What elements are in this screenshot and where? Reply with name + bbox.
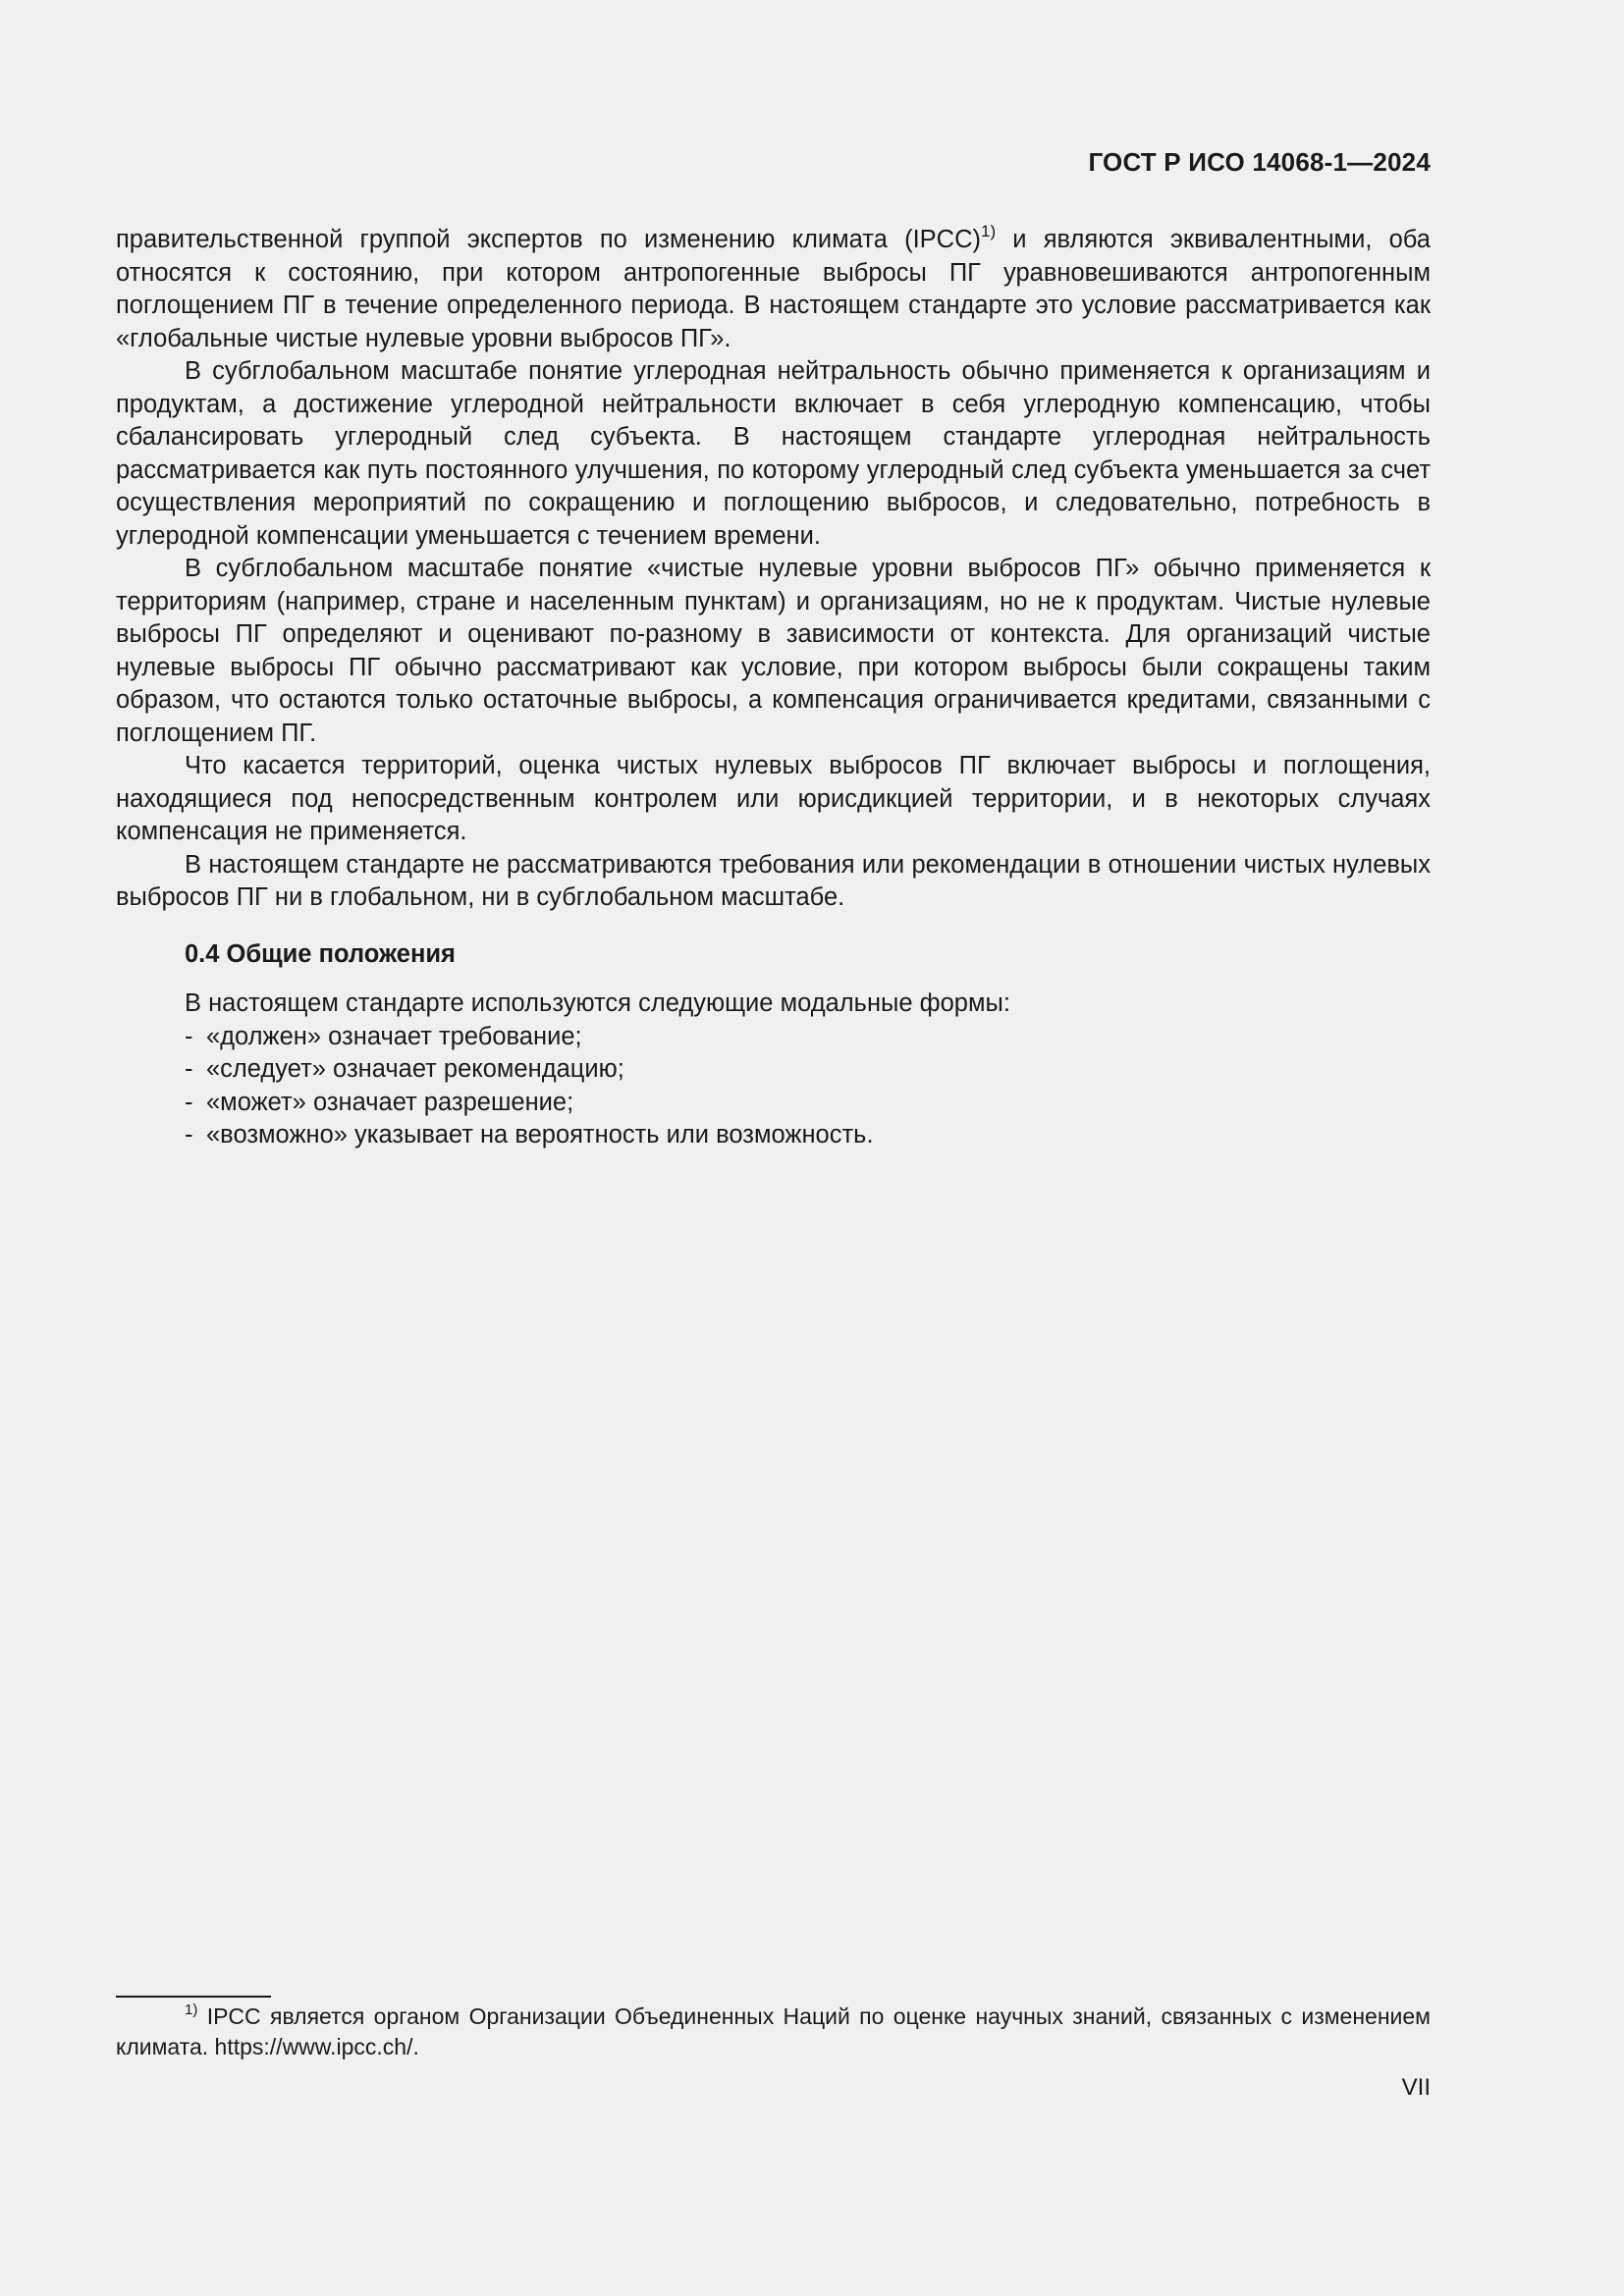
list-dash: - (185, 1121, 193, 1148)
section-heading: 0.4 Общие положения (185, 939, 456, 968)
footnote (116, 2002, 1431, 2062)
main-content (116, 221, 1431, 1152)
list-dash: - (185, 1055, 193, 1083)
paragraph-4: Что касается территорий, оценка чистых нулевых выбросов ПГ включает выбросы и поглощения, находящиеся под непосредственным контролем или юрисдикцией территории, и в некоторых случаях компенсация не применяется. (116, 752, 1431, 845)
paragraph-1-text-end: и являются эквивалентными, оба относятся к состоянию, при котором антропогенные выбросы ПГ уравновешиваются антропогенным поглощением ПГ в течение определенного периода. В настоящем стандарте это условие рассматривается как «глобальные чистые нулевые уровни выбросов ПГ». (116, 226, 1431, 352)
list-item-text: «должен» означает требование; (206, 1022, 582, 1050)
list-item (185, 1119, 1431, 1152)
document-id-header: ГОСТ Р ИСО 14068-1—2024 (1088, 147, 1431, 177)
list-item-text: «может» означает разрешение; (206, 1088, 574, 1116)
footnote-reference[interactable]: 1) (980, 221, 997, 240)
paragraph-3: В субглобальном масштабе понятие «чистые нулевые уровни выбросов ПГ» обычно применяется к территориям (например, стране и населенным пунктам) и организациям, но не к продуктам. Чистые нулевые выбросы ПГ определяют и оценивают по-разному в зависимости от контекста. Для организаций чистые нулевые выбросы ПГ обычно рассматривают как условие, при котором выбросы были сокращены таким образом, что остаются только остаточные выбросы, а компенсация ограничивается кредитами, связанными с поглощением ПГ. (116, 555, 1431, 747)
list-item-text: «возможно» указывает на вероятность или возможность. (206, 1121, 874, 1148)
paragraph-1 (116, 221, 1431, 355)
list-item-text: «следует» означает рекомендацию; (206, 1055, 624, 1083)
paragraph-5: В настоящем стандарте не рассматриваются требования или рекомендации в отношении чистых нулевых выбросов ПГ ни в глобальном, ни в субглобальном масштабе. (116, 850, 1431, 911)
footnote-divider (116, 1996, 271, 1998)
footnote-marker: 1) (185, 2002, 198, 2019)
paragraph-1-text-start: правительственной группой экспертов по изменению климата (IPCC) (116, 226, 981, 253)
modal-forms-list (116, 1021, 1431, 1152)
paragraph-2: В субглобальном масштабе понятие углеродная нейтральность обычно применяется к организациям и продуктам, а достижение углеродной нейтральности включает в себя углеродную компенсацию, чтобы сбалансировать углеродный след субъекта. В настоящем стандарте углеродная нейтральность рассматривается как путь постоянного улучшения, по которому углеродный след субъекта уменьшается за счет осуществления мероприятий по сокращению и поглощению выбросов, и следовательно, потребность в углеродной компенсации уменьшается с течением времени. (116, 357, 1431, 550)
section-intro: В настоящем стандарте используются следующие модальные формы: (185, 989, 1010, 1017)
footnote-text: IPCC является органом Организации Объединенных Наций по оценке научных знаний, связанных с изменением климата. https://www.ipcc.ch/. (116, 2003, 1431, 2059)
list-item (185, 1021, 1431, 1054)
list-item (185, 1053, 1431, 1087)
list-dash: - (185, 1022, 193, 1050)
list-item (185, 1087, 1431, 1120)
list-dash: - (185, 1088, 193, 1116)
page-number: VII (1401, 2074, 1431, 2101)
